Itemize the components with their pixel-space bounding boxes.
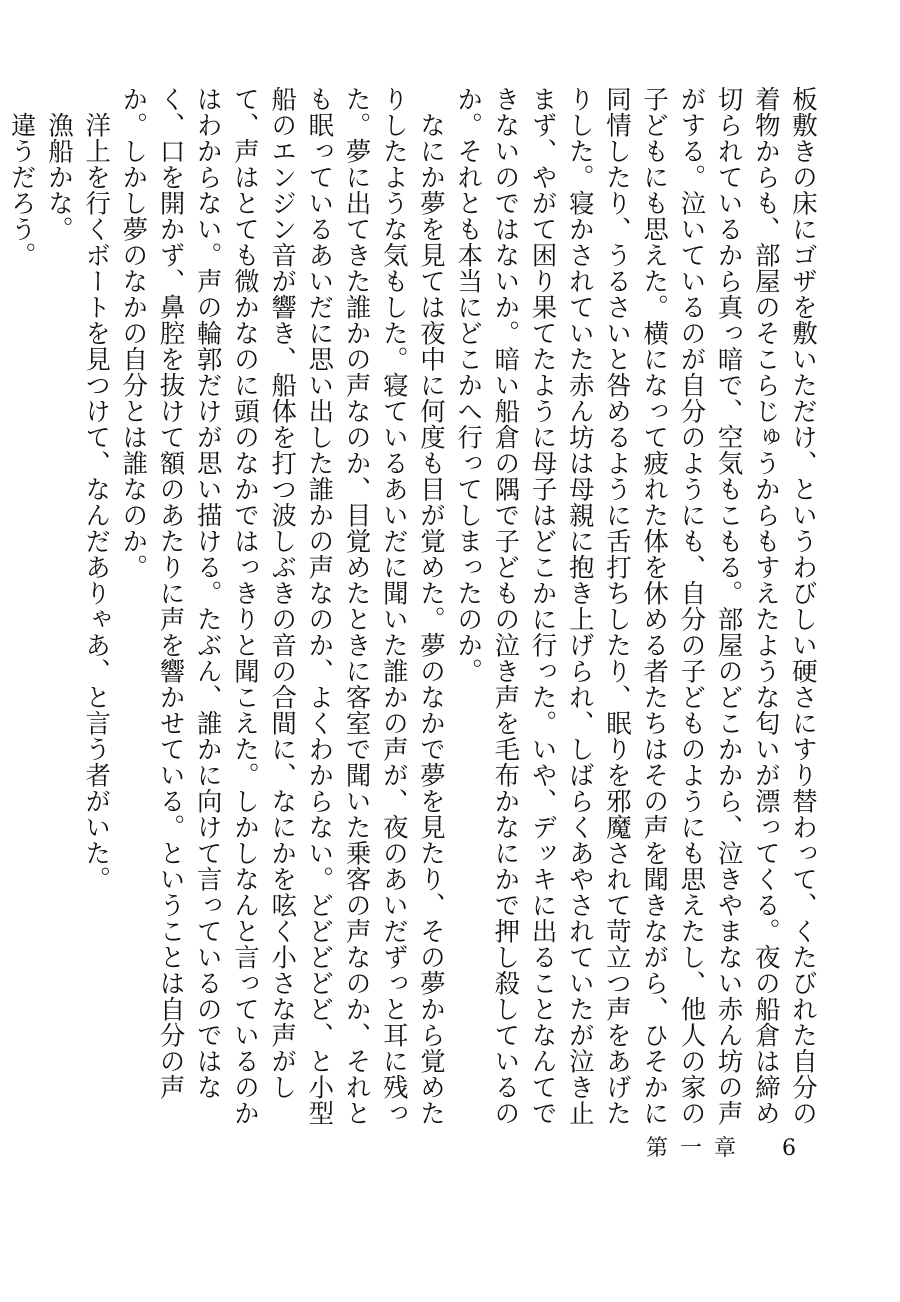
paragraph-2: なにか夢を見ては夜中に何度も目が覚めた。夢のなかで夢を見たり、その夢から覚めたりしたような気もした。寝ているあいだに聞いた誰かの声が、夜のあいだずっと耳に残った。夢に出てきた誰かの声なのか、目覚めたときに客室で聞いた乗客の声なのか、それとも眠っているあいだに思い出した誰かの声なのか、よくわからない。どどどどど、と小型船のエンジン音が響き、船体を打つ波しぶきの音の合間に、なにかを呟く小さな声がして、声はとても微かなのに頭のなかではっきりと聞こえた。しかしなんと言っているのかはわからない。声の輪郭だけが思い描ける。たぶん、誰かに向けて言っているのではなく、口を開かず、鼻腔を抜けて額のあたりに声を響かせている。ということは自分の声か。しかし夢のなかの自分とは誰なのか。 [119, 86, 447, 1126]
paragraph-3: 洋上を行くボートを見つけて、なんだありゃあ、と言う者がいた。 [82, 86, 113, 892]
paragraph-1: 板敷きの床にゴザを敷いただけ、というわびしい硬さにすり替わって、くたびれた自分の着物からも、部屋のそこらじゅうからもすえたような匂いが漂ってくる。夜の船倉は締め切られているから真っ暗で、空気もこもる。部屋のどこかから、泣きやまない赤ん坊の声がする。泣いているのが自分のようにも、自分の子どものようにも思えたし、他人の家の子どもにも思えた。横になって疲れた体を休める者たちはその声を聞きながら、ひそかに同情したり、うるさいと咎めるように舌打ちしたり、眠りを邪魔されて苛立つ声をあげたりした。寝かされていた赤ん坊は母親に抱き上げられ、しばらくあやされていたが泣き止まず、やがて困り果てたように母子はどこかに行った。いや、デッキに出ることなんてできないのではないか。暗い船倉の隅で子どもの泣き声を毛布かなにかで押し殺しているのか。それとも本当にどこかへ行ってしまったのか。 [454, 86, 819, 1126]
page-footer [646, 1136, 796, 1162]
page-number: 6 [782, 1136, 796, 1161]
paragraph-4: 漁船かな。 [44, 86, 75, 242]
chapter-label: 第一章 [645, 1136, 748, 1161]
body-text [7, 86, 822, 1126]
paragraph-5: 違うだろう。 [7, 86, 38, 268]
